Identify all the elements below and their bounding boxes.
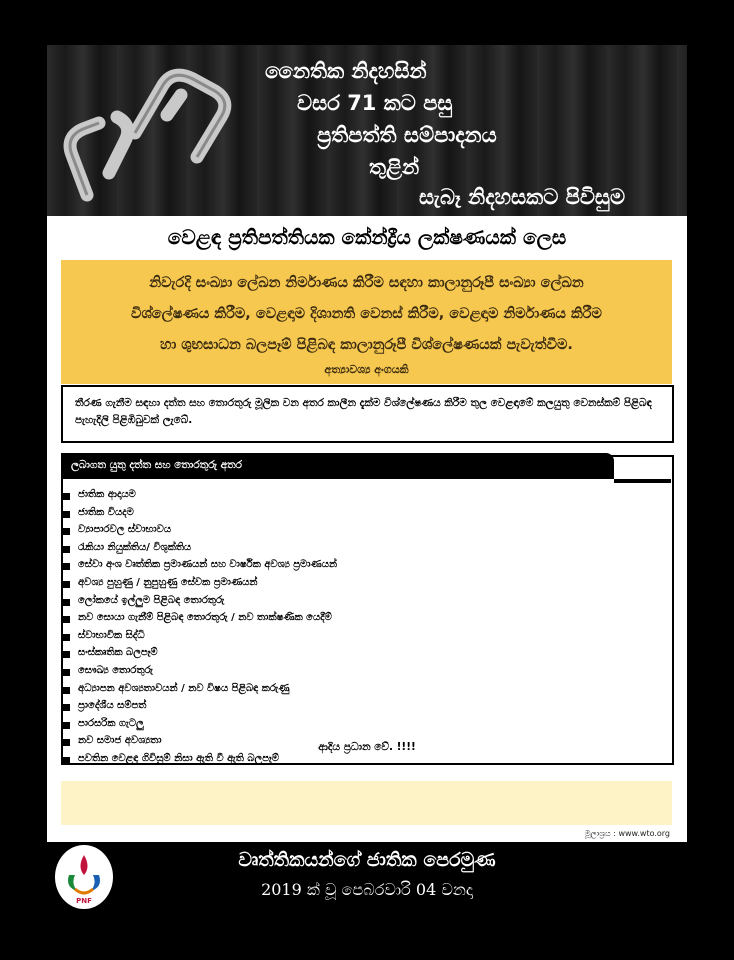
list-item: සේවා අංශ වෘත්තික ප්‍රමාණයන් සහ වාර්ෂික අවශ්‍ය ප්‍රමාණයන් (63, 559, 337, 577)
highlight-panel (61, 260, 672, 384)
blank-panel (61, 781, 672, 825)
list-item: රැකියා නියුක්තිය/ විශුක්තිය (63, 542, 337, 560)
header-line-5: සැබෑ නිදහසකට පිවිසුම (419, 185, 626, 209)
highlight-line-2: විශ්ලේෂණය කිරීම, වෙළඳාම දිශානති වෙනස් කිරීම, වෙළඳාම නිර්මාණය කිරීම (131, 306, 602, 322)
highlight-line-3: හා ශුභසාධන බලපෑම් පිළිබඳ කාලානුරූපී විශ්ලේෂණයක් පැවැත්වීම. (160, 337, 573, 353)
header-line-3: ප්‍රතිපත්ති සම්පාදනය (317, 123, 497, 147)
broken-chain-icon (47, 45, 252, 216)
list-item: පාරසරික ගැටලු (63, 718, 337, 736)
highlight-text (61, 268, 672, 361)
list-item: පවතින වෙළඳ ගිවිසුම් නිසා ඇති වී ඇති බලපෑම් (63, 753, 337, 771)
list-closing: ආදිය ප්‍රධාන වේ. !!!! (318, 741, 416, 753)
source-credit: මූලාශ්‍රය : www.wto.org (584, 829, 670, 838)
list-item: නව සොයා ගැනීම් පිළිබඳ තොරතුරු / නව තාක්ෂණික යෙදීම් (63, 612, 337, 630)
footer-title: වෘත්තිකයන්ගේ ජාතික පෙරමුණ (238, 849, 496, 871)
header-banner (47, 45, 687, 216)
heading-divider (614, 479, 671, 483)
list-item: අධ්‍යාපන අවශ්‍යතාවයන් / නව විෂය පිළිබඳ කරුණු (63, 683, 337, 701)
list-item: සංස්කෘතික බලපෑම් (63, 647, 337, 665)
highlight-line-1: නිවැරදි සංඛ්‍යා ලේඛන නිර්මාණය කිරීම සඳහා කාලානුරූපී සංඛ්‍යා ලේඛන (149, 275, 584, 291)
list-item: අවශ්‍ය පුහුණු / නුපුහුණු සේවක ප්‍රමාණයන් (63, 577, 337, 595)
list-item: ස්වාභාවික සිද්ධි (63, 630, 337, 648)
list-item: නව සමාජ අවශ්‍යතා (63, 735, 337, 753)
footer-date: 2019 ක් වූ පෙබරවාරි 04 වනදා (261, 880, 473, 899)
list-item: ජාතික ආදායම (63, 489, 337, 507)
logo-text: PNF (76, 897, 92, 905)
header-line-2: වසර 71 කට පසු (297, 91, 453, 115)
note-box (61, 385, 674, 443)
list-item: ලෝකයේ ඉල්ලුම පිළිබඳ තොරතුරු (63, 595, 337, 613)
header-line-4: තුළින් (369, 155, 420, 179)
list-item: ව්‍යාපාරවල ස්වාභාවය (63, 524, 337, 542)
info-list (63, 489, 337, 771)
info-list-heading-text: ලබාගත යුතු දත්ත සහ තොරතුරු අතර (71, 459, 242, 471)
info-list-heading (61, 453, 614, 479)
header-line-1: නෛතික නිදහසින් (265, 59, 427, 83)
list-item: සෞඛ්‍ය තොරතුරු (63, 665, 337, 683)
flyer (47, 45, 687, 913)
subtitle: වෙළඳ ප්‍රතිපත්තියක කේන්ද්‍රීය ලක්ෂණයක් ලෙස (167, 225, 567, 249)
highlight-subtext: අත්‍යාවශ්‍ය අංගයකි (324, 363, 409, 376)
note-text: තීරණ ගැනීම සඳහා දත්ත සහ තොරතුරු මූලික වන අතර කාලීන දැක්ම විශ්ලේෂණය කිරීම තුල වෙළඳාමේ කලයුතු වෙනස්කම් පිළිබඳ පැහැදිලි පිළිඹිබුවක් ලැබේ. (75, 397, 652, 426)
list-item: ජාතික වියදම (63, 507, 337, 525)
list-item: ප්‍රාදේශීය සම්පත් (63, 700, 337, 718)
